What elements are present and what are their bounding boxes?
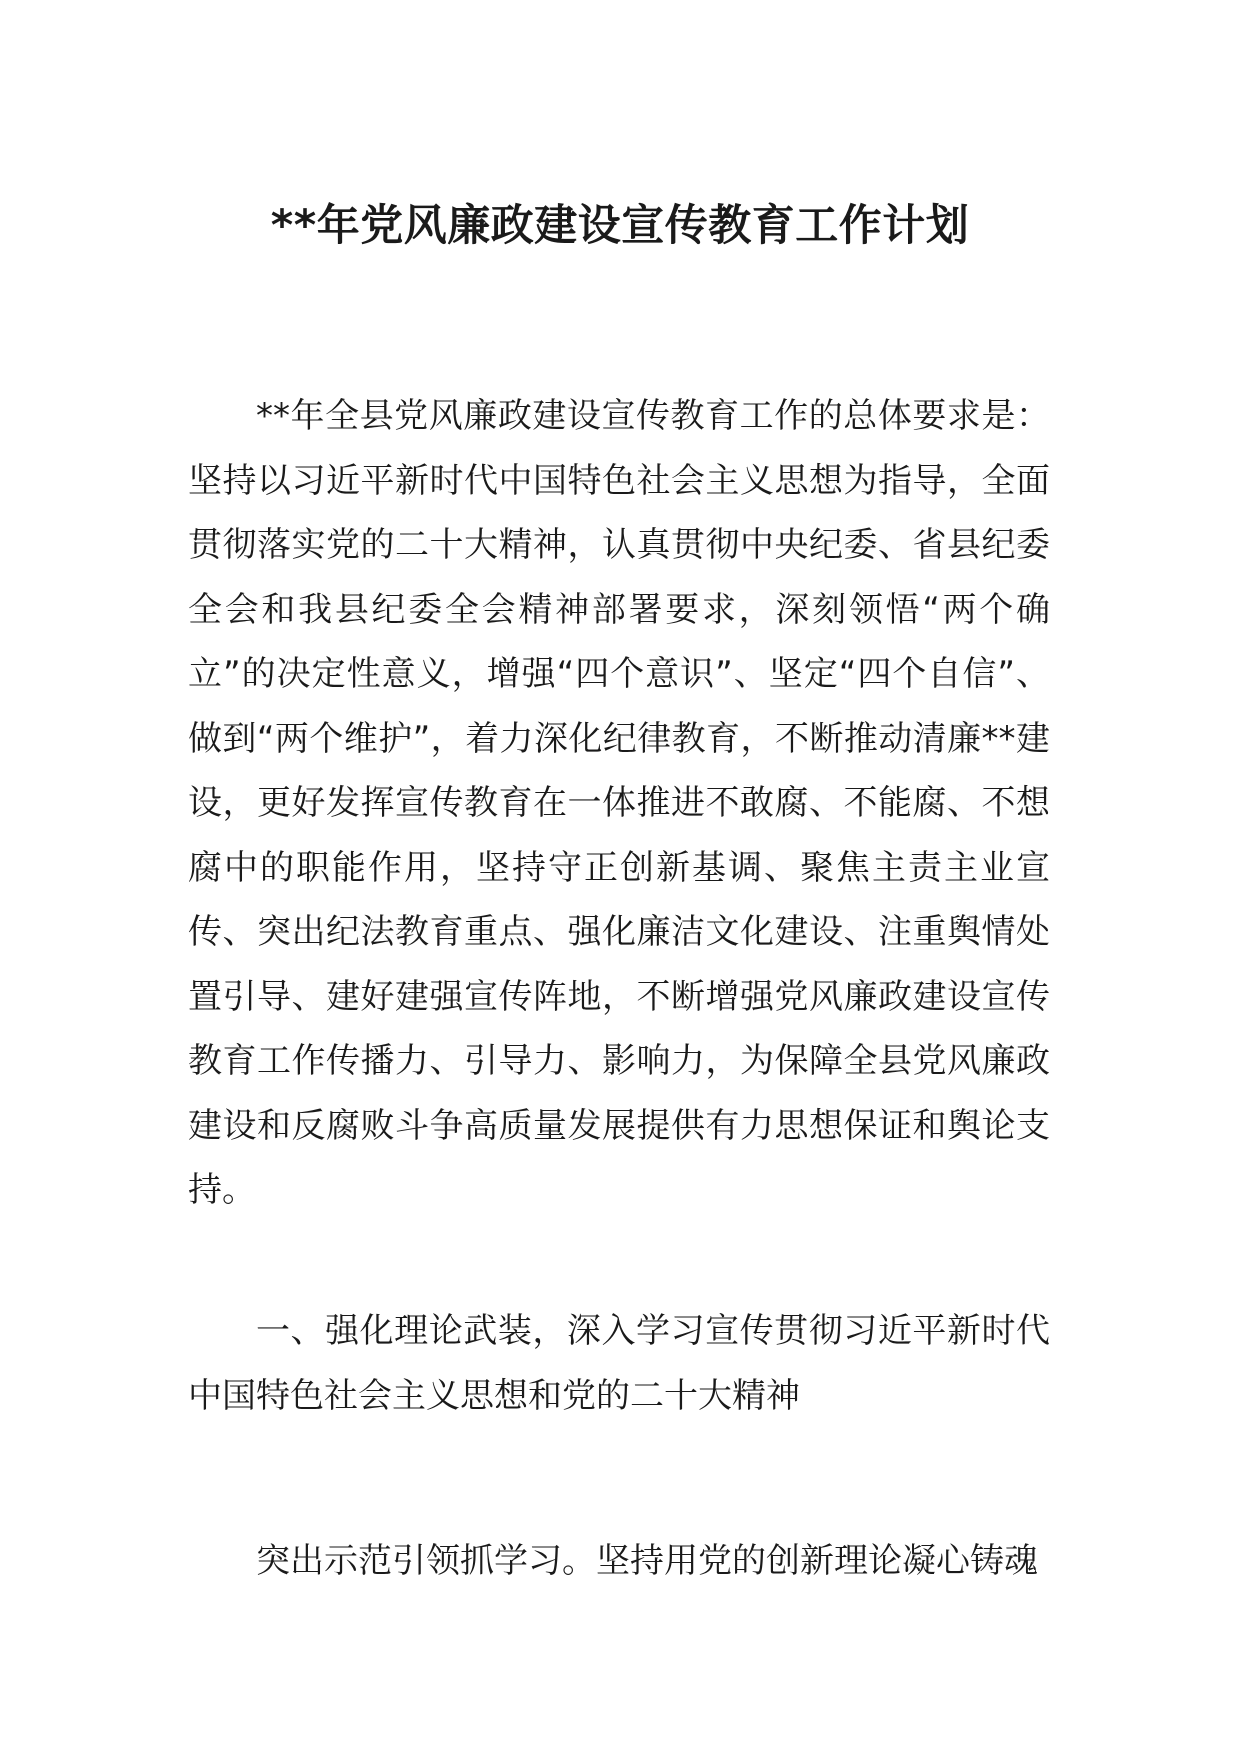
paragraph-general-requirements: **年全县党风廉政建设宣传教育工作的总体要求是：坚持以习近平新时代中国特色社会主义思想为指导，全面贯彻落实党的二十大精神，认真贯彻中央纪委、省县纪委全会和我县纪委全会精神部署要求，深刻领悟“两个确立”的决定性意义，增强“四个意识”、坚定“四个自信”、做到“两个维护”，着力深化纪律教育，不断推动清廉**建设，更好发挥宣传教育在一体推进不敢腐、不能腐、不想腐中的职能作用，坚持守正创新基调、聚焦主责主业宣传、突出纪法教育重点、强化廉洁文化建设、注重舆情处置引导、建好建强宣传阵地，不断增强党风廉政建设宣传教育工作传播力、引导力、影响力，为保障全县党风廉政建设和反腐败斗争高质量发展提供有力思想保证和舆论支持。 [188, 396, 1050, 1210]
section-heading-1: 一、强化理论武装，深入学习宣传贯彻习近平新时代中国特色社会主义思想和党的二十大精神 [188, 1311, 1050, 1416]
paragraph-demonstration-study: 突出示范引领抓学习。坚持用党的创新理论凝心铸魂 [256, 1541, 1038, 1581]
document-title: **年党风廉政建设宣传教育工作计划 [270, 201, 970, 251]
